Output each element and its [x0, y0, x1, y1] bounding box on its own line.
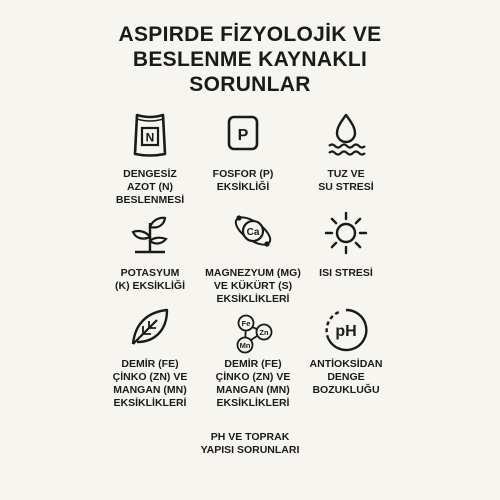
- phosphorus-box-icon: [220, 112, 266, 158]
- plant-sprout-icon: [127, 213, 173, 259]
- label-line: MANGAN (MN): [216, 384, 290, 396]
- label-line: (K) EKSİKLİĞİ: [115, 280, 185, 292]
- fertilizer-bag-icon: [127, 112, 173, 158]
- title-line-1: ASPIRDE FİZYOLOJİK VE: [118, 23, 382, 46]
- label-line: BESLENMESİ: [115, 194, 185, 206]
- calcium-glyph: Ca: [246, 227, 260, 238]
- page-title: [0, 22, 500, 97]
- label-line: ISI STRESİ: [319, 267, 373, 279]
- label-line: DEMİR (FE): [224, 358, 282, 370]
- label-line: BOZUKLUĞU: [312, 384, 380, 396]
- label-line: MAGNEZYUM (MG): [205, 267, 301, 279]
- label-line: EKSİKLİKLERİ: [216, 293, 290, 305]
- manganese-glyph: Mn: [239, 341, 251, 350]
- footer-line-1: PH VE TOPRAK: [210, 431, 290, 443]
- title-line-3: SORUNLAR: [189, 73, 311, 96]
- ph-glyph: pH: [335, 323, 357, 340]
- footer-note: [0, 431, 500, 457]
- label-line: EKSİKLİKLERİ: [113, 397, 187, 409]
- molecule-cluster-icon: [230, 312, 276, 358]
- zinc-glyph: Zn: [259, 328, 269, 337]
- leaf-icon: [127, 304, 173, 350]
- label-line: TUZ VE: [327, 168, 365, 180]
- label-line: FOSFOR (P): [212, 168, 274, 180]
- label-line: MANGAN (MN): [113, 384, 187, 396]
- label-line: ANTİOKSİDAN: [309, 358, 383, 370]
- iron-glyph: Fe: [241, 319, 251, 328]
- label-line: SU STRESİ: [318, 181, 374, 193]
- footer-line-2: YAPISI SORUNLARI: [200, 444, 300, 456]
- label-line: POTASYUM: [120, 267, 180, 279]
- label-line: AZOT (N): [126, 181, 174, 193]
- sun-icon: [323, 210, 369, 256]
- label-line: DENGESİZ: [123, 168, 177, 180]
- label-line: EKSİKLİĞİ: [216, 181, 270, 193]
- label-line: ÇİNKO (ZN) VE: [215, 371, 291, 383]
- nitrogen-glyph: N: [145, 130, 155, 145]
- item-label: [281, 358, 411, 397]
- label-line: ÇİNKO (ZN) VE: [112, 371, 188, 383]
- water-drop-icon: [323, 112, 369, 158]
- phosphorus-glyph: P: [237, 127, 249, 144]
- label-line: EKSİKLİKLERİ: [216, 397, 290, 409]
- ph-icon: [323, 307, 369, 353]
- label-line: DEMİR (FE): [121, 358, 179, 370]
- label-line: DENGE: [327, 371, 365, 383]
- item-label: [281, 168, 411, 194]
- item-label: [281, 267, 411, 280]
- title-line-2: BESLENME KAYNAKLI: [132, 48, 368, 71]
- molecule-icon: [230, 208, 276, 254]
- label-line: VE KÜKÜRT (S): [213, 280, 293, 292]
